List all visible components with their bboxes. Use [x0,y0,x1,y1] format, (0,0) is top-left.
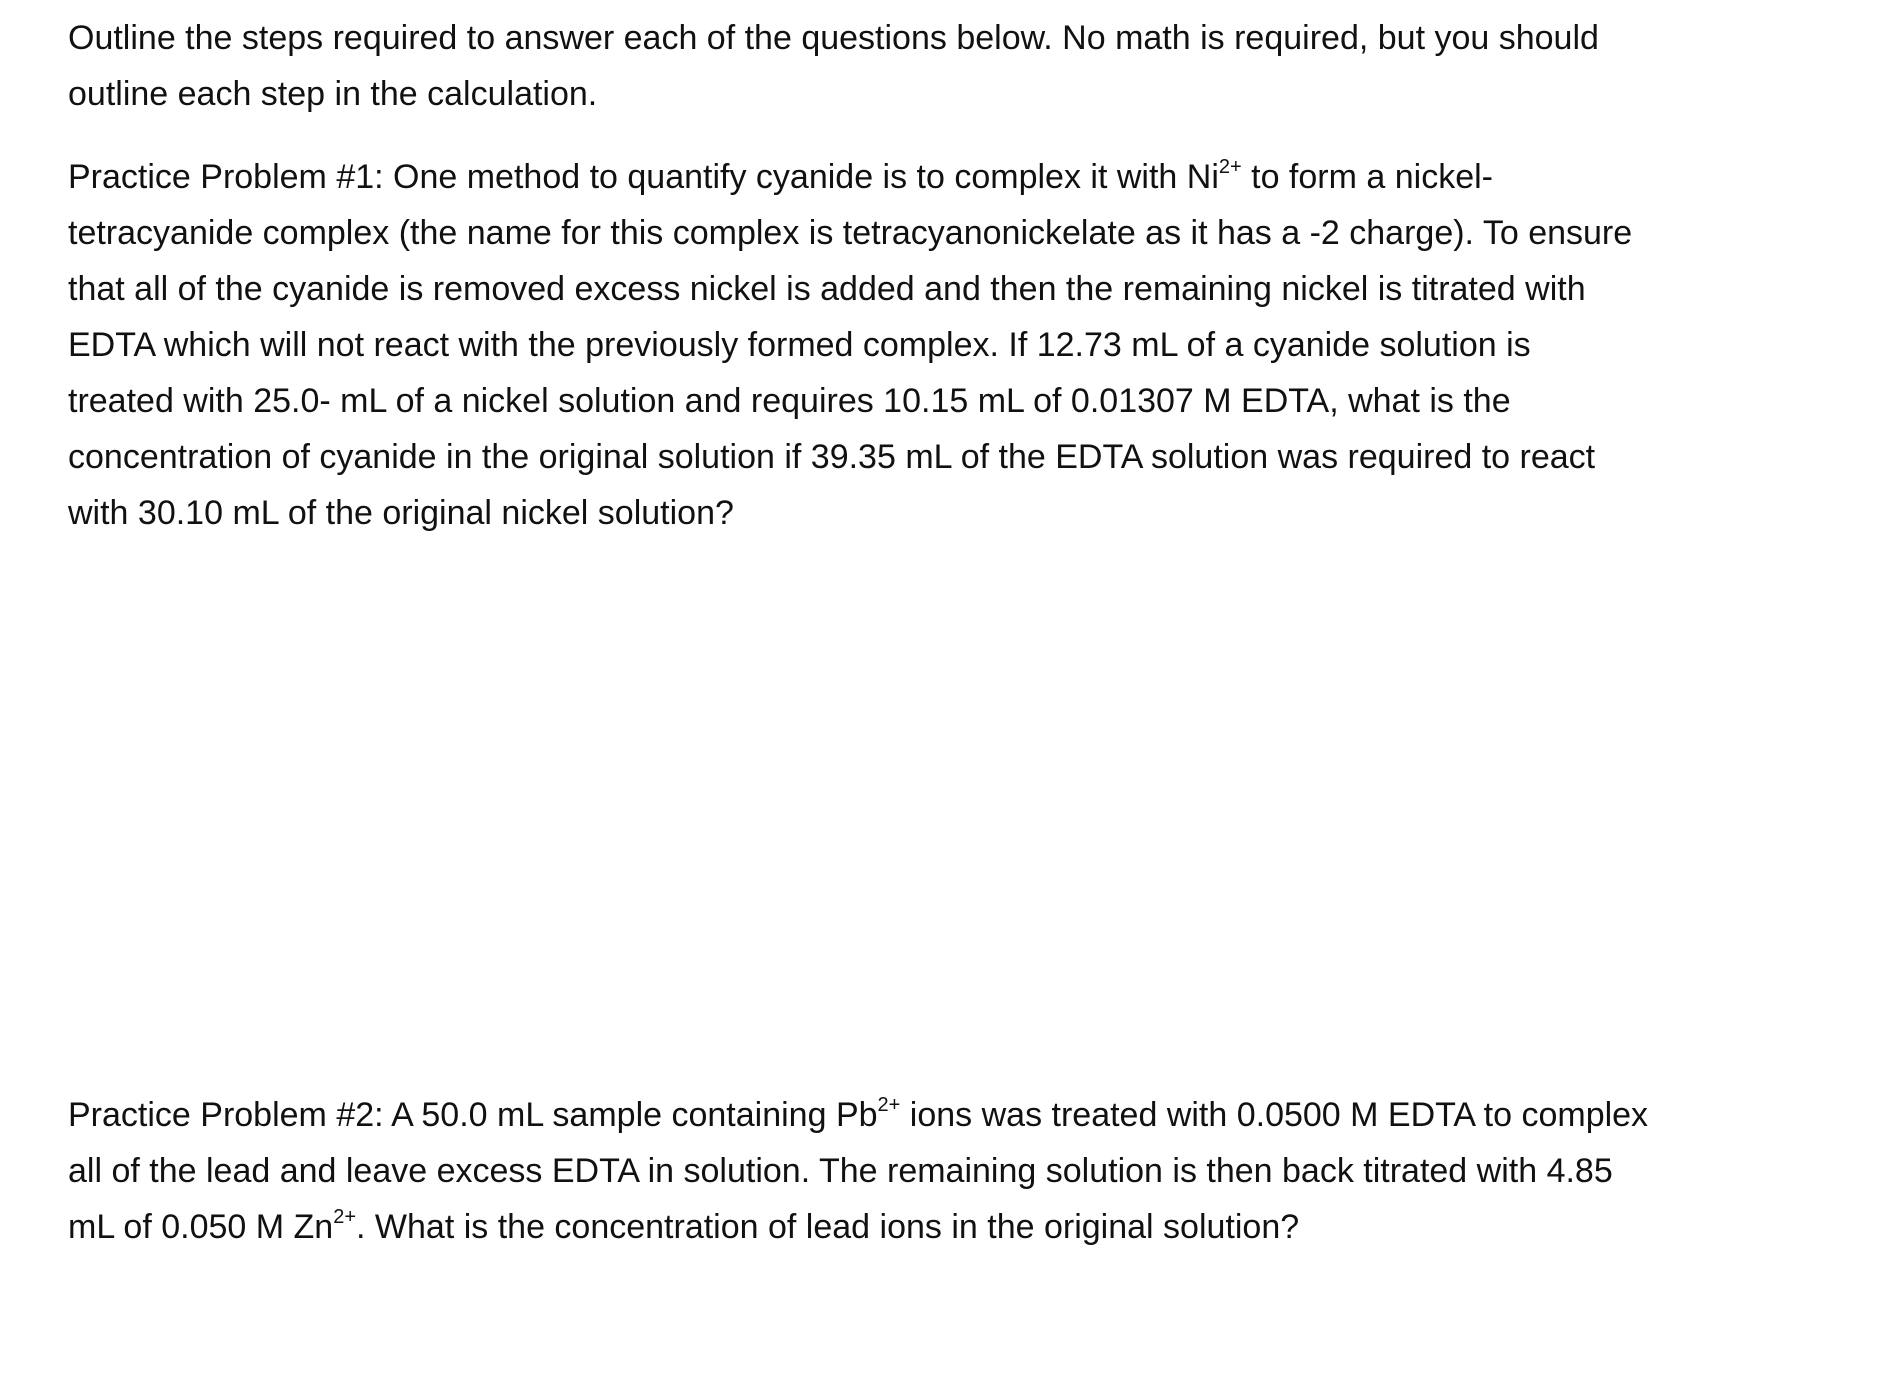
document-page [68,10,1788,1246]
instructions-line: Outline the steps required to answer each of the questions below. No math is required, but you should [68,19,1599,57]
problem-2-line-text: Practice Problem #2: A 50.0 mL sample containing Pb [68,1096,878,1134]
problem-1-line: treated with 25.0- mL of a nickel solution and requires 10.15 mL of 0.01307 M EDTA, what is the [68,382,1511,420]
practice-problem-2 [68,1087,1648,1255]
problem-2-line [68,1199,1648,1255]
instructions-line: outline each step in the calculation. [68,75,598,113]
problem-1-line: with 30.10 mL of the original nickel solution? [68,494,734,532]
problem-2-line: all of the lead and leave excess EDTA in solution. The remaining solution is then back titrated with 4.85 [68,1152,1613,1190]
problem-2-line-text: . What is the concentration of lead ions in the original solution? [356,1208,1300,1246]
superscript-charge: 2+ [333,1206,357,1228]
problem-1-line [68,149,1788,205]
problem-1-line: concentration of cyanide in the original solution if 39.35 mL of the EDTA solution was required to react [68,438,1596,476]
problem-2-line-text: ions was treated with 0.0500 M EDTA to complex [900,1096,1649,1134]
problem-2-line [68,1087,1648,1143]
superscript-charge: 2+ [877,1094,901,1116]
instructions-paragraph [68,10,1788,122]
problem-1-line: EDTA which will not react with the previously formed complex. If 12.73 mL of a cyanide solution is [68,326,1531,364]
problem-1-line: that all of the cyanide is removed excess nickel is added and then the remaining nickel is titrated with [68,270,1586,308]
problem-1-line: tetracyanide complex (the name for this complex is tetracyanonickelate as it has a -2 charge). To ensure [68,214,1633,252]
problem-2-line-text: mL of 0.050 M Zn [68,1208,334,1246]
problem-1-line-text: Practice Problem #1: One method to quantify cyanide is to complex it with Ni [68,158,1219,196]
practice-problem-1 [68,149,1788,541]
problem-1-line-text: to form a nickel- [1241,158,1493,196]
superscript-charge: 2+ [1218,156,1242,178]
